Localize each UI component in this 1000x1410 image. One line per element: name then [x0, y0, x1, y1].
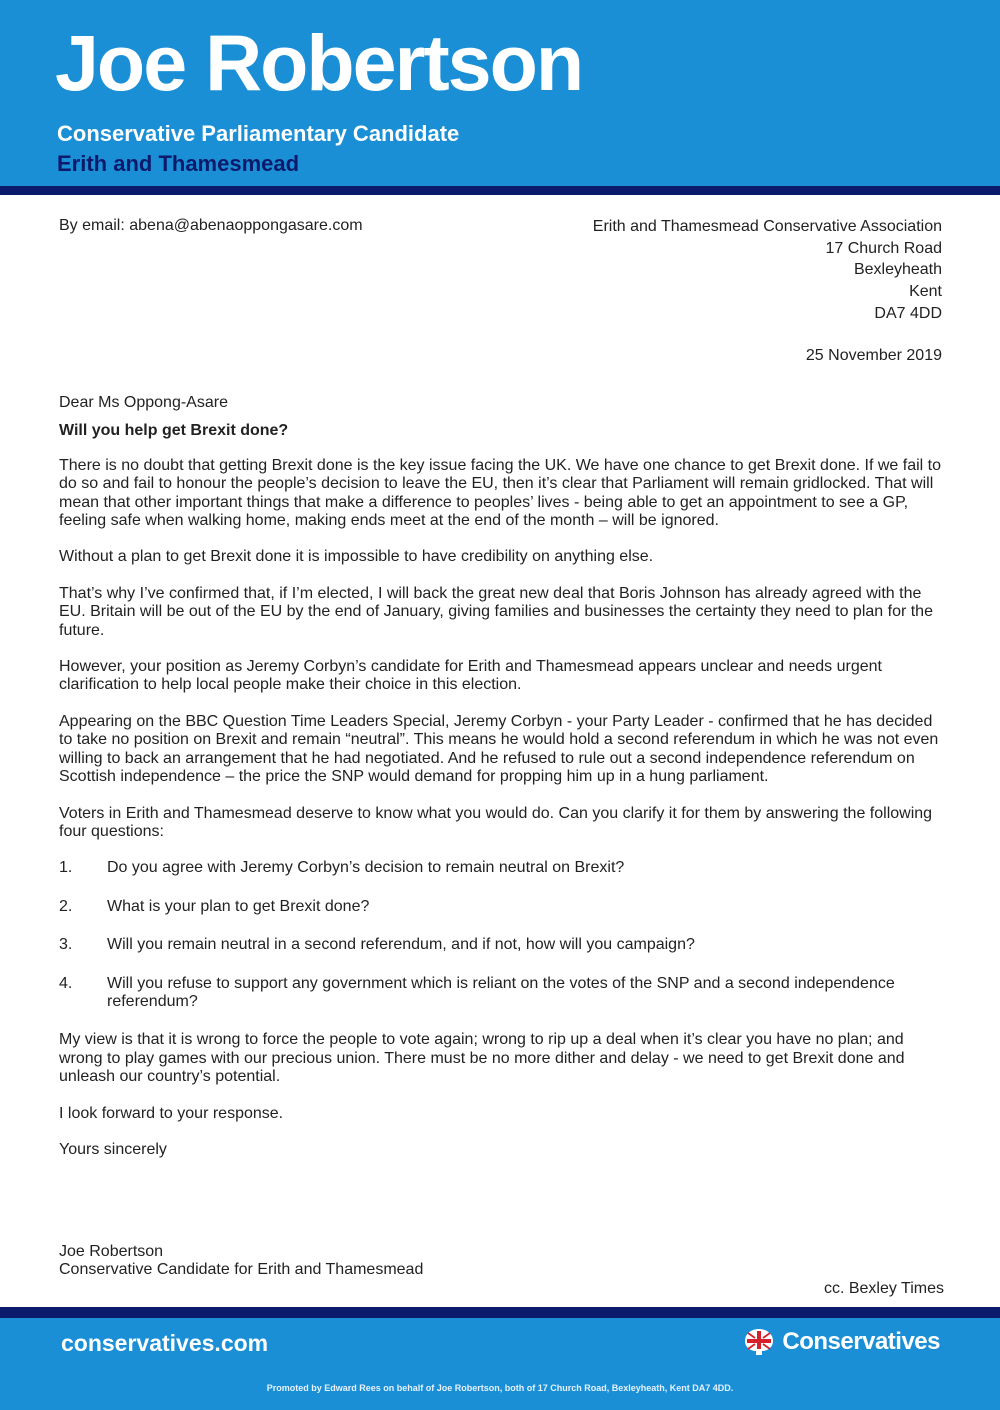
signature-name: Joe Robertson [59, 1243, 164, 1260]
salutation: Dear Ms Oppong-Asare [59, 394, 228, 411]
header-divider [0, 186, 1000, 195]
address-line: Erith and Thamesmead Conservative Association [592, 218, 942, 235]
sign-off: Yours sincerely [59, 1140, 167, 1158]
signature-title: Conservative Candidate for Erith and Thamesmead [59, 1261, 424, 1278]
recipient-email: By email: abena@abenaoppongasare.com [59, 217, 363, 234]
party-logo [742, 1326, 940, 1358]
question-text: Will you refuse to support any government which is reliant on the votes of the SNP and a second independence referendum? [107, 974, 895, 1010]
list-item [59, 975, 944, 1012]
body-paragraph: Voters in Erith and Thamesmead deserve to know what you would do. Can you clarify it for them by answering the following four questions: [59, 804, 933, 840]
list-item [59, 936, 944, 954]
question-number: 2. [59, 897, 73, 915]
website-link[interactable]: conservatives.com [61, 1330, 269, 1356]
list-item [59, 859, 944, 877]
question-number: 3. [59, 936, 73, 954]
body-paragraph: There is no doubt that getting Brexit done is the key issue facing the UK. We have one chance to get Brexit done. If we fail to do so and fail to honour the people’s decision to leave the EU, then it’s clear that Parliament will remain gridlocked. That will mean that other important things that make a difference to peoples’ lives - being able to get an appointment to see a GP, feeling safe when walking home, making ends meet at the end of the month – will be ignored. [59, 456, 941, 530]
address-line: Bexleyheath [853, 261, 942, 279]
letterhead-banner [0, 0, 1000, 186]
address-line: 17 Church Road [825, 239, 942, 257]
letter-body [59, 394, 944, 1177]
imprint-text: Promoted by Edward Rees on behalf of Joe Robertson, both of 17 Church Road, Bexleyheath, Kent DA7 4DD. [266, 1383, 734, 1393]
address-line: Kent [909, 283, 942, 301]
question-text: Do you agree with Jeremy Corbyn’s decision to remain neutral on Brexit? [107, 859, 625, 877]
body-paragraph: However, your position as Jeremy Corbyn’s candidate for Erith and Thamesmead appears unclear and needs urgent clarification to help local people make their choice in this election. [59, 658, 882, 694]
question-number: 4. [59, 974, 73, 992]
list-item [59, 898, 944, 916]
question-text: What is your plan to get Brexit done? [107, 897, 370, 915]
candidate-name: Joe Robertson [55, 18, 583, 107]
question-number: 1. [59, 859, 73, 877]
brand-name: Conservatives [782, 1328, 940, 1355]
address-line: DA7 4DD [874, 304, 942, 322]
body-paragraph: That’s why I’ve confirmed that, if I’m elected, I will back the great new deal that Boris Johnson has already agreed with the EU. Britain will be out of the EU by the end of January, giving families and businesses the certainty they need to plan for the future. [59, 584, 933, 639]
sender-address [593, 216, 942, 325]
question-list [59, 859, 944, 1011]
closing-paragraph: I look forward to your response. [59, 1104, 284, 1122]
candidate-role: Conservative Parliamentary Candidate [57, 121, 460, 146]
cc-line: cc. Bexley Times [823, 1280, 944, 1297]
question-text: Will you remain neutral in a second referendum, and if not, how will you campaign? [107, 936, 695, 954]
closing-paragraph: My view is that it is wrong to force the people to vote again; wrong to rip up a deal when it’s clear you have no plan; and wrong to play games with our precious union. There must be no more dither and delay - we need to get Brexit done and unleash our country’s potential. [59, 1031, 905, 1086]
union-flag-tree-icon [742, 1328, 776, 1356]
constituency-name: Erith and Thamesmead [57, 151, 300, 176]
letter-subject: Will you help get Brexit done? [59, 422, 289, 440]
body-paragraph: Appearing on the BBC Question Time Leaders Special, Jeremy Corbyn - your Party Leader - confirmed that he has decided to take no position on Brexit and remain “neutral”. This means he would hold a second referendum in which he was not even willing to back an arrangement that he had negotiated. And he refused to rule out a second independence referendum on Scottish independence – the price the SNP would demand for propping him up in a hung parliament. [59, 712, 939, 786]
footer-divider [0, 1307, 1000, 1318]
letter-date: 25 November 2019 [805, 347, 942, 364]
body-paragraph: Without a plan to get Brexit done it is impossible to have credibility on anything else. [59, 548, 654, 566]
